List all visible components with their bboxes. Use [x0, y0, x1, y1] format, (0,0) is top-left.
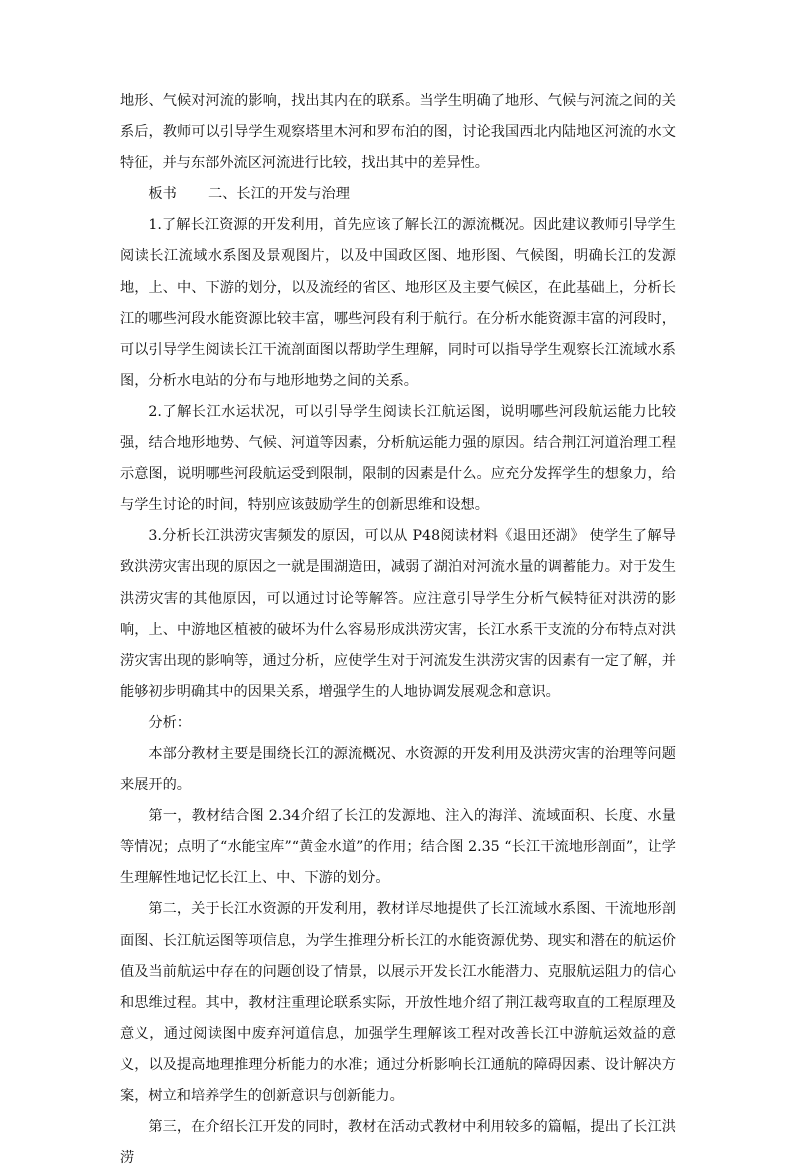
item-3-paragraph: 3.分析长江洪涝灾害频发的原因，可以从 P48阅读材料《退田还湖》 使学生了解导致洪涝灾害出现的原因之一就是围湖造田，减弱了湖泊对河流水量的调蓄能力。对于发生洪涝灾害的其他原因，可以通过讨论等解答。应注意引导学生分析气候特征对洪涝的影响，上、中游地区植被的破坏为什么容易形成洪涝灾害，长江水系干支流的分布特点对洪涝灾害出现的影响等，通过分析，应使学生对于河流发生洪涝灾害的因素有一定了解，并能够初步明确其中的因果关系，增强学生的人地协调发展观念和意识。 — [120, 528, 676, 700]
document-body — [120, 86, 676, 1174]
summary-paragraph: 本部分教材主要是围绕长江的源流概况、水资源的开发利用及洪涝灾害的治理等问题来展开的。 — [120, 745, 676, 794]
board-heading-line — [120, 179, 676, 210]
item-1-paragraph: 1.了解长江资源的开发利用，首先应该了解长江的源流概况。因此建议教师引导学生阅读长江流域水系图及景观图片，以及中国政区图、地形图、气候图，明确长江的发源地，上、中、下游的划分，以及流经的省区、地形区及主要气候区，在此基础上，分析长江的哪些河段水能资源比较丰富，哪些河段有利于航行。在分析水能资源丰富的河段时，可以引导学生阅读长江干流剖面图以帮助学生理解，同时可以指导学生观察长江流域水系图，分析水电站的分布与地形地势之间的关系。 — [120, 217, 676, 389]
point-2-paragraph: 第二，关于长江水资源的开发利用，教材详尽地提供了长江流域水系图、干流地形剖面图、长江航运图等项信息，为学生推理分析长江的水能资源优势、现实和潜在的航运价值及当前航运中存在的问题创设了情景，以展示开发长江水能潜力、克服航运阻力的信心和思维过程。其中，教材注重理论联系实际，开放性地介绍了荆江裁弯取直的工程原理及意义，通过阅读图中废弃河道信息，加强学生理解该工程对改善长江中游航运效益的意义，以及提高地理推理分析能力的水准；通过分析影响长江通航的障碍因素、设计解决方案，树立和培养学生的创新意识与创新能力。 — [120, 901, 676, 1104]
item-2-paragraph: 2.了解长江水运状况，可以引导学生阅读长江航运图，说明哪些河段航运能力比较强，结合地形地势、气候、河道等因素，分析航运能力强的原因。结合荆江河道治理工程示意图，说明哪些河段航运受到限制，限制的因素是什么。应充分发挥学生的想象力，给与学生讨论的时间，特别应该鼓励学生的创新思维和设想。 — [120, 403, 676, 514]
point-1-paragraph: 第一，教材结合图 2.34介绍了长江的发源地、注入的海洋、流域面积、长度、水量等情况；点明了“水能宝库”“黄金水道”的作用；结合图 2.35 “长江干流地形剖面”，让学生理解性地记忆长江上、中、下游的划分。 — [120, 808, 676, 887]
board-label: 板书 — [148, 186, 177, 203]
intro-paragraph: 地形、气候对河流的影响，找出其内在的联系。当学生明确了地形、气候与河流之间的关系后，教师可以引导学生观察塔里木河和罗布泊的图，讨论我国西北内陆地区河流的水文特征，并与东部外流区河流进行比较，找出其中的差异性。 — [120, 93, 676, 172]
section-heading: 二、长江的开发与治理 — [208, 186, 350, 203]
analysis-label: 分析： — [148, 714, 191, 731]
point-3-paragraph: 第三，在介绍长江开发的同时，教材在活动式教材中利用较多的篇幅，提出了长江洪涝 — [120, 1119, 676, 1167]
